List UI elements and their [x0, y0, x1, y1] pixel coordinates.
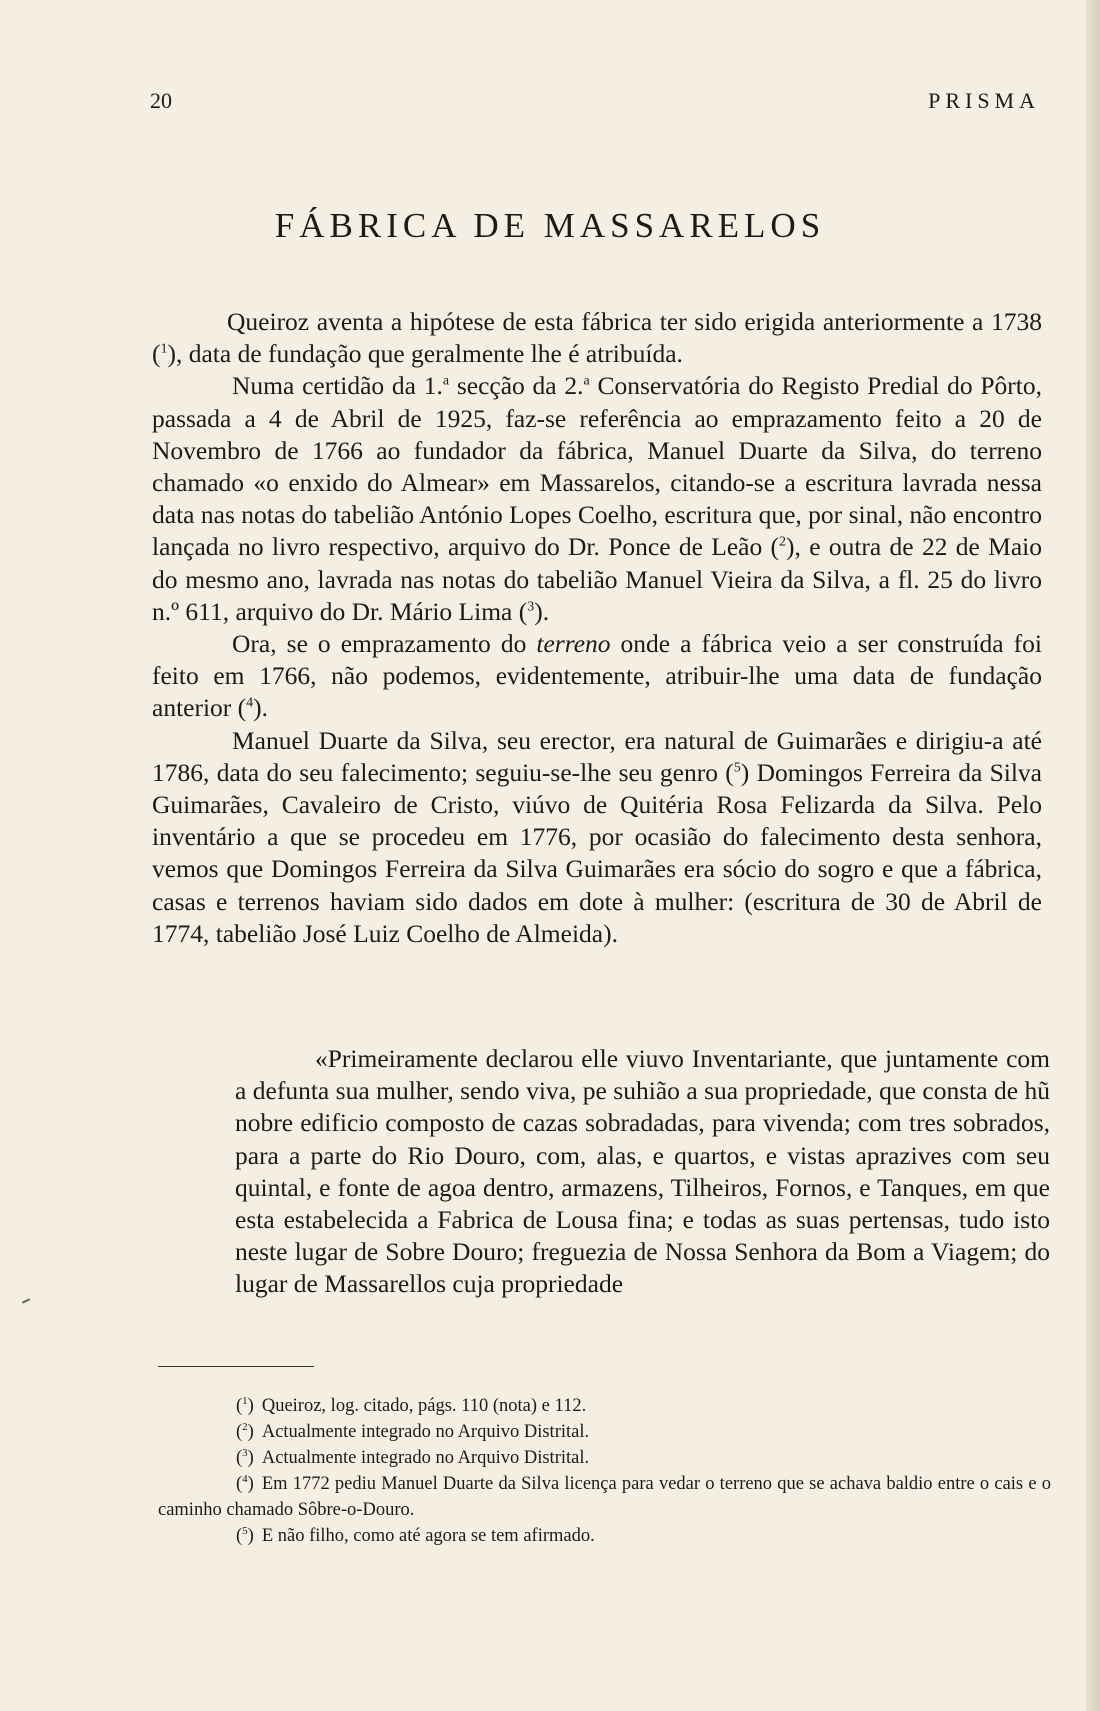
footnote-text: Em 1772 pediu Manuel Duarte da Silva licença para vedar o terreno que se achava baldio entre o cais e o caminho chamado Sôbre-o-Douro.: [158, 1474, 1051, 1520]
footnote-number: 5: [242, 1524, 248, 1537]
text-run: secção da 2.: [449, 371, 584, 401]
footnote-text: Queiroz, log. citado, págs. 110 (nota) e 112.: [261, 1396, 587, 1416]
running-head: [150, 88, 1040, 122]
footnote-reference: 2: [779, 534, 787, 550]
text-run: ).: [534, 596, 550, 626]
ink-speck: [22, 1298, 30, 1303]
footnote-number: 1: [242, 1394, 248, 1407]
footnote-marker: ($^3$): [236, 1446, 254, 1468]
body-paragraph: [152, 725, 1042, 950]
block-quote: [235, 1043, 1050, 1301]
text-run: Ora, se o emprazamento do: [232, 629, 537, 659]
footnote: [158, 1471, 1051, 1523]
footnote-marker: ($^1$): [236, 1394, 254, 1416]
emphasis-text: terreno: [536, 629, 611, 659]
footnote: [158, 1445, 1051, 1471]
footnote-number: 4: [242, 1472, 248, 1485]
footnote-number: 3: [242, 1446, 248, 1459]
footnote-marker: ($^4$): [236, 1472, 254, 1494]
footnote-rule: [158, 1366, 314, 1367]
page-edge: [1086, 0, 1100, 1711]
footnote: [158, 1393, 1051, 1419]
footnote-marker: ($^2$): [236, 1420, 254, 1442]
text-run: ), e outra de 22 de Maio do mesmo ano, lavrada nas notas do tabelião Manuel Vieira da Silva, a fl. 25 do livro n.º 611, arquivo do Dr. Mário Lima (: [152, 532, 1042, 626]
text-run: Queiroz aventa a hipótese de esta fábrica ter sido erigida anteriormente a 1738 (: [152, 307, 1042, 369]
footnote-reference: 3: [527, 599, 535, 615]
page-number: 20: [150, 88, 172, 113]
text-run: Conservatória do Registo Predial do Pôrto, passada a 4 de Abril de 1925, faz-se referência ao emprazamento feito a 20 de Novembro de 1766 ao fundador da fábrica, Manuel Duarte da Silva, do terreno chamado «o enxido do Almear» em Massarelos, citando-se a escritura lavrada nessa data nas notas do tabelião António Lopes Coelho, escritura que, por sinal, não encontro lançada no livro respectivo, arquivo do Dr. Ponce de Leão (: [152, 371, 1043, 562]
text-run: Manuel Duarte da Silva, seu erector, era natural de Guimarães e dirigiu-a até 1786, data do seu falecimento; seguiu-se-lhe seu genro (: [152, 725, 1042, 787]
footnotes: [158, 1393, 1051, 1549]
footnote-number: 2: [242, 1420, 248, 1433]
footnote-reference: a: [583, 373, 590, 389]
text-run: ), data de fundação que geralmente lhe é atribuída.: [167, 339, 683, 369]
text-run: ) Domingos Ferreira da Silva Guimarães, Cavaleiro de Cristo, viúvo de Quitéria Rosa Felizarda da Silva. Pelo inventário a que se procedeu em 1776, por ocasião do falecimento desta senhora, vemos que Domingos Ferreira da Silva Guimarães era sócio do sogro e que a fábrica, casas e terrenos haviam sido dados em dote à mulher: (escritura de 30 de Abril de 1774, tabelião José Luiz Coelho de Almeida).: [152, 757, 1042, 948]
footnote-text: Actualmente integrado no Arquivo Distrital.: [261, 1422, 590, 1442]
footnote-reference: 4: [246, 695, 254, 711]
footnote-text: E não filho, como até agora se tem afirmado.: [261, 1526, 595, 1546]
footnote-text: Actualmente integrado no Arquivo Distrital.: [261, 1448, 590, 1468]
footnote: [158, 1419, 1051, 1445]
body-paragraph: [152, 370, 1042, 628]
journal-name: PRISMA: [928, 88, 1040, 113]
text-run: onde a fábrica veio a ser construída foi feito em 1766, não podemos, evidentemente, atribuir-lhe uma data de fundação anterior (: [152, 629, 1042, 723]
footnote-marker: ($^5$): [236, 1524, 254, 1546]
article-title: FÁBRICA DE MASSARELOS: [274, 206, 826, 245]
footnote-reference: a: [442, 373, 450, 389]
footnote-reference: 5: [733, 760, 741, 776]
footnote-reference: 1: [160, 341, 168, 357]
body-paragraph: [152, 628, 1042, 725]
article-body: [152, 306, 1042, 950]
footnote: [158, 1523, 1051, 1549]
quote-paragraph: «Primeiramente declarou elle viuvo Inventariante, que juntamente com a defunta sua mulher, sendo viva, pe suhião a sua propriedade, que consta de hũ nobre edificio composto de cazas sobradadas, para vivenda; com tres sobrados, para a parte do Rio Douro, com, alas, e quartos, e vistas aprazives com seu quintal, e fonte de agoa dentro, armazens, Tilheiros, Fornos, e Tanques, em que esta estabelecida a Fabrica de Lousa fina; e todas as suas pertensas, tudo isto neste lugar de Sobre Douro; freguezia de Nossa Senhora da Bom a Viagem; do lugar de Massarellos cuja propriedade: [235, 1044, 1050, 1299]
text-run: ).: [253, 693, 269, 723]
body-paragraph: [152, 306, 1042, 370]
text-run: Numa certidão da 1.: [232, 371, 443, 401]
